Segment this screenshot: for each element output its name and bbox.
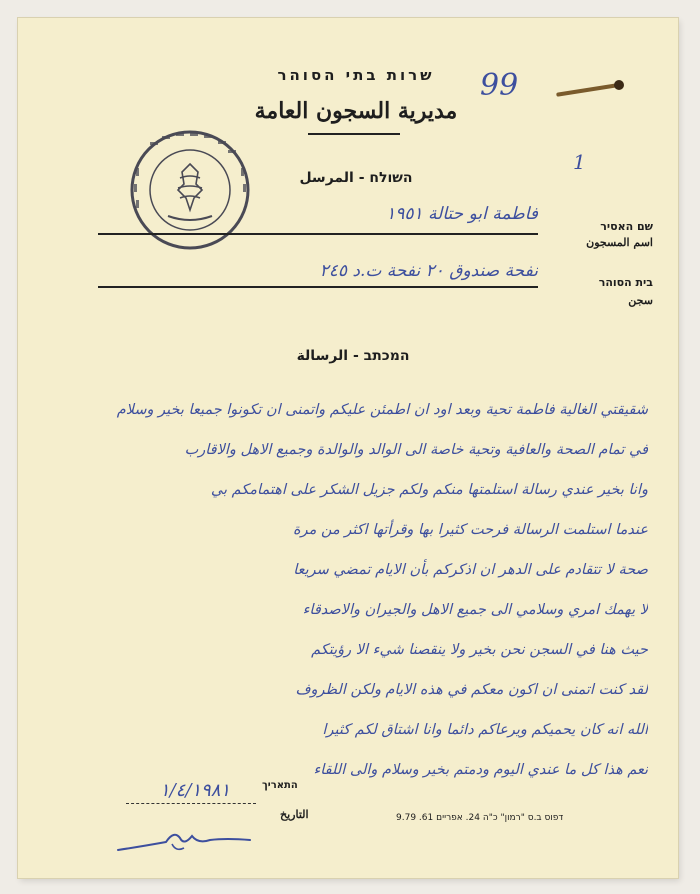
- letter-line: شقيقتي الغالية فاطمة تحية وبعد اود ان اطمئن عليكم واتمنى ان تكونوا جميعا بخير وسلام: [116, 402, 648, 418]
- page-number-handwritten: 99: [480, 68, 519, 103]
- prison-value: نفحة صندوق ٢٠ نفحة ت.د ٢٤٥: [319, 261, 538, 281]
- prison-fill-line: [98, 286, 538, 288]
- signature-icon: [114, 824, 254, 858]
- prisoner-name-label-hebrew: שם האסיר: [600, 220, 653, 233]
- handwritten-mark-one: 1: [573, 150, 586, 174]
- header-arabic-title: مديرية السجون العامة: [254, 98, 458, 124]
- prison-label-hebrew: בית הסוהר: [598, 276, 653, 289]
- letter-section-title: המכתב - الرسالة: [296, 348, 410, 364]
- pin-icon: [556, 83, 618, 97]
- printer-imprint: דפוס ב.ס "רמון" כ"ה 24. אפריים 61. 9.79: [396, 813, 564, 823]
- letter-line: نعم هذا كل ما عندي اليوم ودمتم بخير وسلام والى اللقاء: [313, 762, 648, 778]
- name-fill-line: [98, 233, 538, 235]
- date-label-hebrew: התאריך: [262, 780, 298, 791]
- letter-line: صحة لا تتقادم على الدهر ان اذكركم بأن الايام تمضي سريعا: [293, 562, 648, 578]
- sender-section-title: השולח - المرسل: [299, 170, 413, 186]
- document-sheet: [18, 18, 678, 878]
- letter-line: لقد كنت اتمنى ان اكون معكم في هذه الايام ولكن الظروف: [295, 682, 648, 698]
- letter-line: في تمام الصحة والعافية وتحية خاصة الى الوالد والوالدة وجميع الاهل والاقارب: [184, 442, 648, 458]
- letter-line: عندما استلمت الرسالة فرحت كثيرا بها وقرأتها اكثر من مرة: [292, 522, 648, 538]
- date-label-arabic: التاريخ: [280, 808, 309, 821]
- pin-head-icon: [614, 80, 624, 90]
- letter-line: حيث هنا في السجن نحن بخير ولا ينقصنا شيء الا رؤيتكم: [311, 642, 648, 658]
- prison-label-arabic: سجن: [628, 294, 653, 307]
- date-fill-line: [126, 803, 256, 804]
- header-divider: [308, 133, 400, 135]
- prisoner-name-label-arabic: اسم المسجون: [586, 236, 653, 249]
- prisoner-name-value: فاطمة ابو حتالة ١٩٥١: [386, 204, 538, 224]
- header-hebrew-title: שרות בתי הסוהר: [277, 66, 435, 84]
- letter-line: وانا بخير عندي رسالة استلمتها منكم ولكم جزيل الشكر على اهتمامكم بي: [210, 482, 648, 498]
- letter-line: الله انه كان يحميكم ويرعاكم دائما وانا اشتاق لكم كثيرا: [322, 722, 648, 738]
- date-value: ١/٤/١٩٨١: [159, 780, 231, 801]
- letter-line: لا يهمك امري وسلامي الى جميع الاهل والجيران والاصدقاء: [302, 602, 648, 618]
